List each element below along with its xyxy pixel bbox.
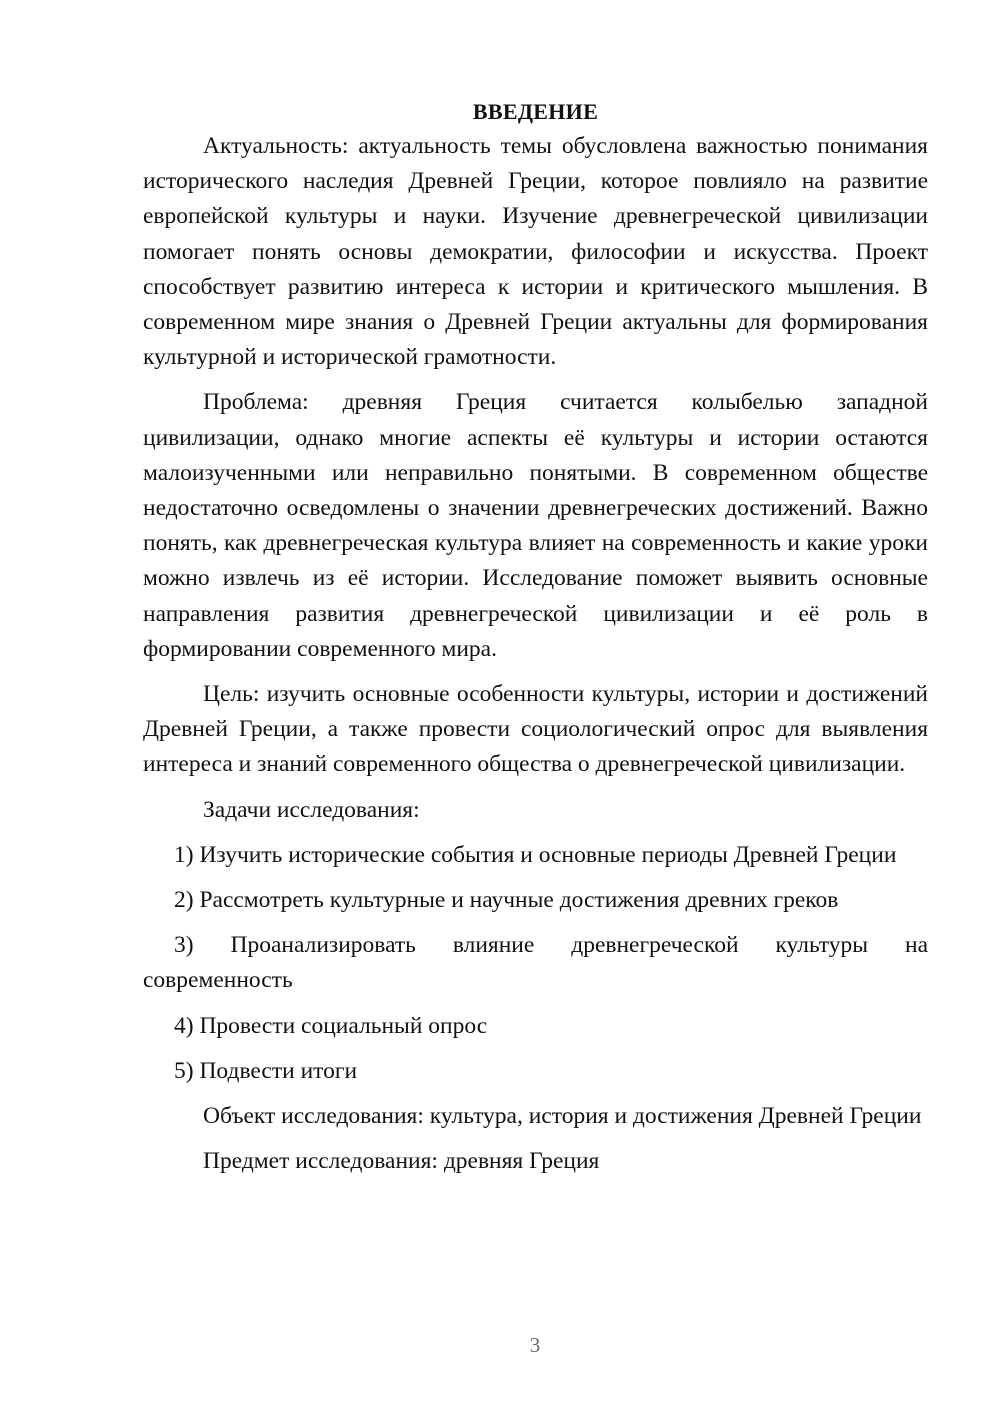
research-object-paragraph: Объект исследования: культура, история и достижения Древней Греции	[203, 1103, 922, 1130]
task-item: 5) Подвести итоги	[174, 1057, 358, 1084]
research-subject-paragraph: Предмет исследования: древняя Греция	[203, 1148, 600, 1175]
page-number: 3	[529, 1333, 541, 1357]
tasks-heading: Задачи исследования:	[203, 796, 420, 823]
goal-paragraph: Цель: изучить основные особенности культуры, истории и достижений Древней Греции, а также провести социологический опрос для выявления интереса и знаний современного общества о древнегреческой цивилизации.	[143, 681, 928, 778]
page-content	[143, 94, 928, 1189]
task-item: 1) Изучить исторические события и основные периоды Древней Греции	[174, 841, 897, 868]
task-item: 4) Провести социальный опрос	[174, 1012, 488, 1039]
section-heading: ВВЕДЕНИЕ	[472, 99, 599, 124]
task-item: 2) Рассмотреть культурные и научные достижения древних греков	[174, 887, 839, 914]
problem-paragraph: Проблема: древняя Греция считается колыбелью западной цивилизации, однако многие аспекты её культуры и истории остаются малоизученными или неправильно понятыми. В современном обществе недостаточно осведомлены о значении древнегреческих достижений. Важно понять, как древнегреческая культура влияет на современность и какие уроки можно извлечь из её истории. Исследование поможет выявить основные направления развития древнегреческой цивилизации и её роль в формировании современного мира.	[143, 389, 928, 662]
task-item: 3) Проанализировать влияние древнегреческой культуры на современность	[143, 932, 928, 994]
relevance-paragraph: Актуальность: актуальность темы обусловлена важностью понимания исторического наследия Древней Греции, которое повлияло на развитие европейской культуры и науки. Изучение древнегреческой цивилизации помогает понять основы демократии, философии и искусства. Проект способствует развитию интереса к истории и критического мышления. В современном мире знания о Древней Греции актуальны для формирования культурной и исторической грамотности.	[143, 133, 928, 371]
